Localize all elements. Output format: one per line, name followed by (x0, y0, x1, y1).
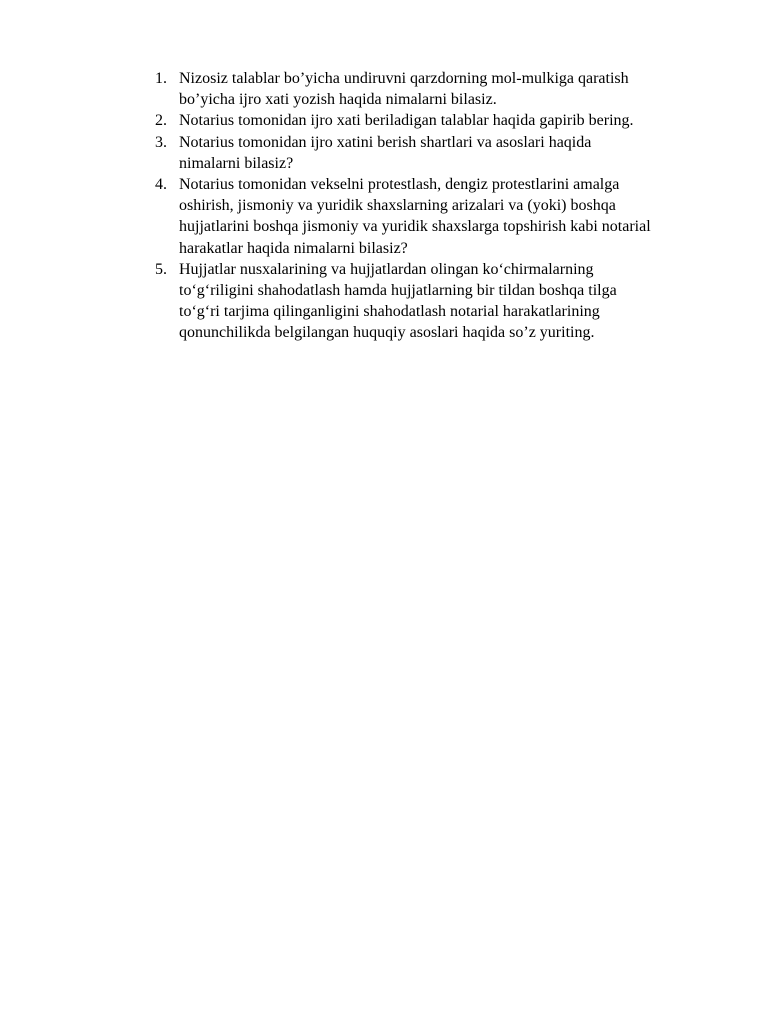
question-number: 4. (155, 176, 167, 194)
question-number: 5. (155, 260, 167, 278)
question-line: oshirish, jismoniy va yuridik shaxslarning arizalari va (yoki) boshqa (179, 197, 616, 215)
question-number: 2. (155, 112, 167, 130)
question-line: hujjatlarini boshqa jismoniy va yuridik shaxslarga topshirish kabi notarial (179, 218, 651, 236)
question-text (179, 110, 715, 131)
question-line: harakatlar haqida nimalarni bilasiz? (179, 239, 408, 257)
question-number: 3. (155, 133, 167, 151)
question-item-2 (155, 110, 715, 131)
question-text (179, 132, 715, 174)
question-line: Notarius tomonidan ijro xatini berish shartlari va asoslari haqida (179, 133, 592, 151)
question-line: Nizosiz talablar bo’yicha undiruvni qarzdorning mol-mulkiga qaratish (179, 70, 629, 87)
question-list (155, 68, 715, 344)
question-item-1 (155, 68, 715, 110)
question-line: Notarius tomonidan ijro xati beriladigan talablar haqida gapirib bering. (179, 112, 634, 130)
question-line: Hujjatlar nusxalarining va hujjatlardan olingan ko‘chirmalarning (179, 260, 594, 278)
question-line: qonunchilikda belgilangan huquqiy asoslari haqida so’z yuriting. (179, 324, 595, 342)
question-item-5 (155, 259, 715, 344)
question-line: bo’yicha ijro xati yozish haqida nimalarni bilasiz. (179, 91, 497, 109)
question-text (179, 259, 715, 344)
question-text (179, 68, 715, 110)
question-line: Notarius tomonidan vekselni protestlash, dengiz protestlarini amalga (179, 176, 620, 194)
question-item-4 (155, 174, 715, 259)
question-item-3 (155, 132, 715, 174)
question-text (179, 174, 715, 259)
question-line: nimalarni bilasiz? (179, 154, 294, 172)
question-line: to‘g‘ri tarjima qilinganligini shahodatlash notarial harakatlarining (179, 303, 600, 321)
question-number: 1. (155, 70, 167, 87)
question-line: to‘g‘riligini shahodatlash hamda hujjatlarning bir tildan boshqa tilga (179, 282, 617, 300)
